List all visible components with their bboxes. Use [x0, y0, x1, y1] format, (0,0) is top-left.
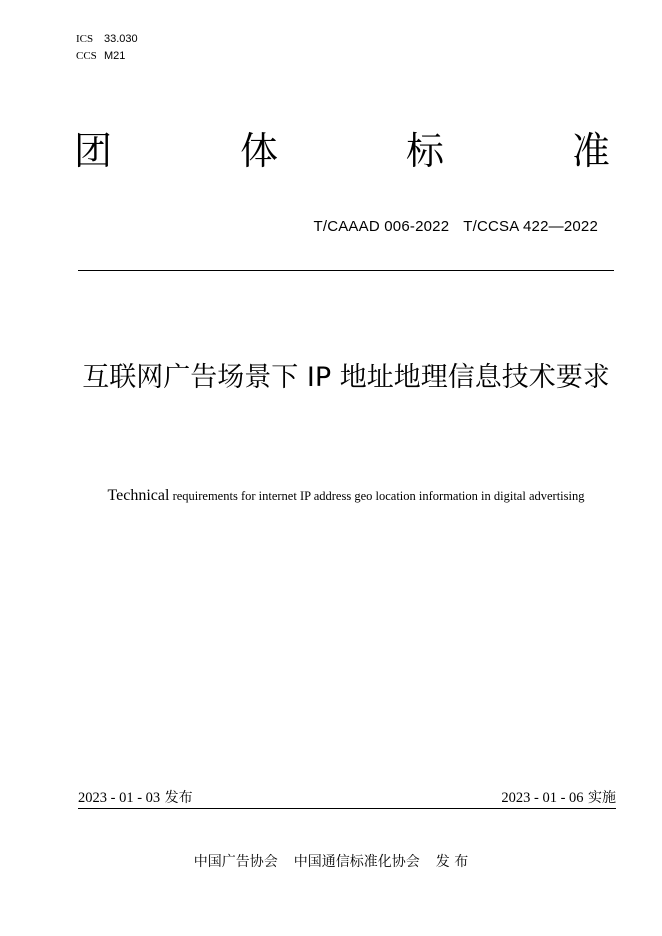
- implement-date: [501, 789, 616, 807]
- publisher-line: [0, 853, 662, 871]
- ics-value: 33.030: [104, 33, 138, 45]
- ccs-label: CCS: [76, 50, 97, 62]
- publisher-org: 中国通信标准化协会: [293, 854, 420, 870]
- document-title-zh: 互联网广告场景下 IP 地址地理信息技术要求: [82, 362, 610, 393]
- ics-label: ICS: [76, 33, 94, 45]
- publisher-action: 发 布: [435, 854, 469, 870]
- standard-type-char: 标: [405, 129, 444, 173]
- standard-type-char: 体: [239, 129, 278, 173]
- implement-date-label: 实施: [588, 790, 616, 806]
- ics-classification: [76, 32, 138, 46]
- standard-type-char: 团: [74, 129, 113, 173]
- implement-date-value: 2023 - 01 - 06: [501, 790, 584, 806]
- standard-type-char: 准: [571, 129, 610, 173]
- document-title-en: [60, 487, 632, 505]
- ccs-classification: [76, 49, 125, 63]
- release-date-label: 发布: [164, 790, 193, 806]
- standard-type-heading: [74, 128, 610, 174]
- standard-numbers: [313, 218, 598, 236]
- ccs-value: M21: [104, 50, 126, 62]
- standard-number-ccsa: T/CCSA 422—2022: [463, 218, 598, 235]
- release-date: [78, 789, 193, 807]
- release-date-value: 2023 - 01 - 03: [78, 790, 161, 806]
- title-en-first-word: Technical: [107, 487, 170, 504]
- title-en-rest: requirements for internet IP address geo location information in digital advertising: [169, 489, 585, 503]
- header-divider: [78, 270, 614, 271]
- publisher-org: 中国广告协会: [193, 854, 278, 870]
- standard-number-caaad: T/CAAAD 006-2022: [313, 218, 450, 235]
- footer-divider: [78, 808, 616, 809]
